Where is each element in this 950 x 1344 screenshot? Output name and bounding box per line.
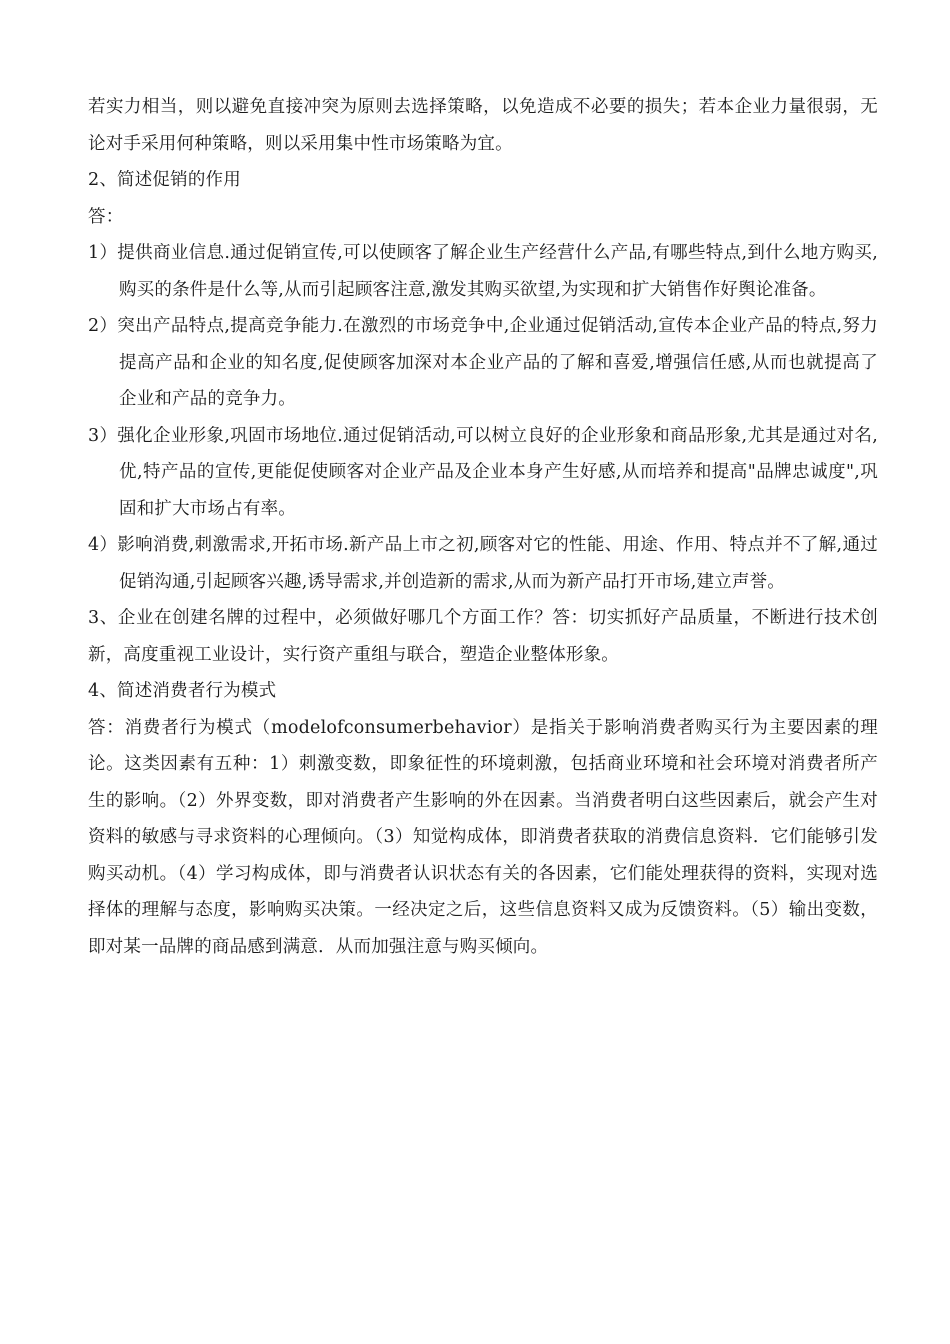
q2-answer-label: 答： [88,206,124,227]
q2-heading: 2、简述促销的作用 [88,170,241,190]
q2-item-3: 3）强化企业形象,巩固市场地位.通过促销活动,可以树立良好的企业形象和商品形象,尤其是通过对名,优,特产品的宣传,更能促使顾客对企业产品及企业本身产生好感,从而培养和提高"品牌忠诚度",巩固和扩大市场占有率。 [88,425,878,519]
q3-paragraph: 3、企业在创建名牌的过程中，必须做好哪几个方面工作？答：切实抓好产品质量，不断进行技术创新，高度重视工业设计，实行资产重组与联合，塑造企业整体形象。 [88,608,878,665]
q2-item-2: 2）突出产品特点,提高竞争能力.在激烈的市场竞争中,企业通过促销活动,宣传本企业产品的特点,努力提高产品和企业的知名度,促使顾客加深对本企业产品的了解和喜爱,增强信任感,从而也就提高了企业和产品的竞争力。 [88,316,878,409]
document-page [88,89,878,965]
q2-item-4: 4）影响消费,刺激需求,开拓市场.新产品上市之初,顾客对它的性能、用途、作用、特点并不了解,通过促销沟通,引起顾客兴趣,诱导需求,并创造新的需求,从而为新产品打开市场,建立声誉。 [88,535,878,592]
intro-paragraph: 若实力相当，则以避免直接冲突为原则去选择策略，以免造成不必要的损失；若本企业力量很弱，无论对手采用何种策略，则以采用集中性市场策略为宜。 [88,97,878,154]
q4-heading: 4、简述消费者行为模式 [88,681,277,701]
q4-answer: 答：消费者行为模式（modelofconsumerbehavior）是指关于影响消费者购买行为主要因素的理论。这类因素有五种：1）刺激变数，即象征性的环境刺激，包括商业环境和社会环境对消费者所产生的影响。（2）外界变数，即对消费者产生影响的外在因素。当消费者明白这些因素后，就会产生对资料的敏感与寻求资料的心理倾向。（3）知觉构成体，即消费者获取的消费信息资料．它们能够引发购买动机。（4）学习构成体，即与消费者认识状态有关的各因素，它们能处理获得的资料，实现对选择体的理解与态度，影响购买决策。一经决定之后，这些信息资料又成为反馈资料。（5）输出变数，即对某一品牌的商品感到满意．从而加强注意与购买倾向。 [88,717,878,957]
q2-item-1: 1）提供商业信息.通过促销宣传,可以使顾客了解企业生产经营什么产品,有哪些特点,到什么地方购买,购买的条件是什么等,从而引起顾客注意,激发其购买欲望,为实现和扩大销售作好舆论准备。 [88,243,878,300]
